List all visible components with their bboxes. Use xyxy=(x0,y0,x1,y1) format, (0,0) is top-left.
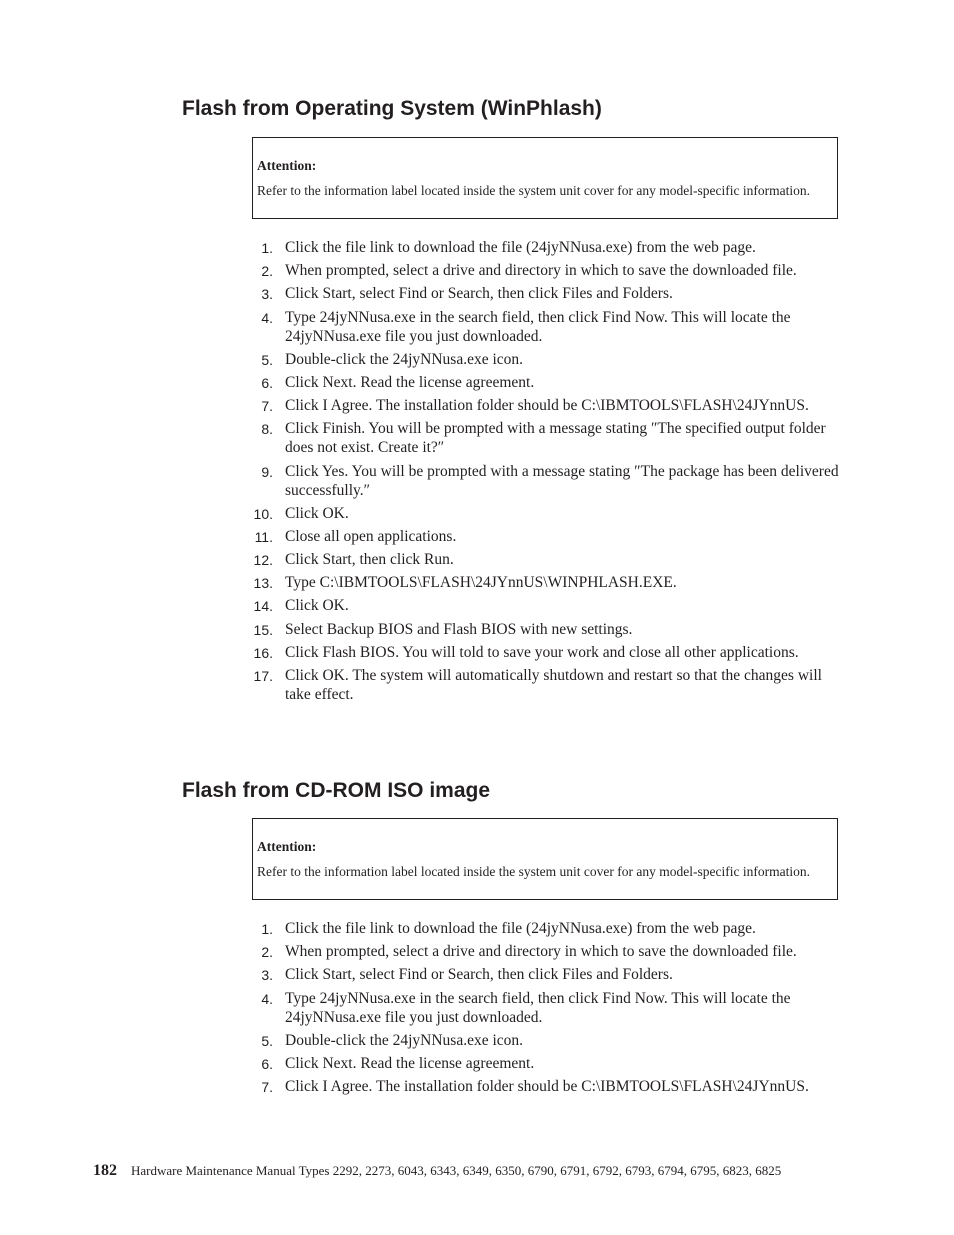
step-text: Click Start, then click Run. xyxy=(285,551,454,569)
step-number: 12. xyxy=(253,552,273,569)
step-number: 3. xyxy=(261,286,273,303)
step-text: Click I Agree. The installation folder should be C:\IBMTOOLS\FLASH\24JYnnUS. xyxy=(285,1078,809,1096)
step-text: Type 24jyNNusa.exe in the search field, then click Find Now. This will locate the 24jyNNusa.exe file you just downloaded. xyxy=(285,308,791,345)
step-number: 7. xyxy=(261,1079,273,1096)
step-number: 16. xyxy=(253,644,273,661)
step-text: Click the file link to download the file (24jyNNusa.exe) from the web page. xyxy=(285,920,756,937)
step-text: When prompted, select a drive and directory in which to save the downloaded file. xyxy=(285,943,797,961)
footer-text: Hardware Maintenance Manual Types 2292, 2273, 6043, 6343, 6349, 6350, 6790, 6791, 6792, 6793, 6794, 6795, 6823, 6825 xyxy=(131,1163,782,1178)
step-text: Click Flash BIOS. You will told to save your work and close all other applications. xyxy=(285,643,799,661)
step-text: Click Next. Read the license agreement. xyxy=(285,1054,535,1072)
step-text: Close all open applications. xyxy=(285,527,457,545)
step-item xyxy=(250,919,840,938)
step-text: Click OK. xyxy=(285,597,349,615)
page-footer xyxy=(93,1161,781,1181)
section-title-winphlash: Flash from Operating System (WinPhlash) xyxy=(182,97,602,120)
step-item xyxy=(250,308,840,346)
attention-box-cdrom xyxy=(252,818,838,900)
step-item xyxy=(250,284,840,303)
step-number: 4. xyxy=(261,309,273,326)
step-item xyxy=(250,989,840,1027)
step-text: Click I Agree. The installation folder should be C:\IBMTOOLS\FLASH\24JYnnUS. xyxy=(285,397,809,415)
step-number: 1. xyxy=(261,240,273,256)
step-item xyxy=(250,527,840,546)
page-number: 182 xyxy=(93,1162,117,1179)
step-item xyxy=(250,419,840,457)
steps-list-cdrom xyxy=(250,919,840,1100)
step-item xyxy=(250,238,840,257)
attention-label: Attention: xyxy=(257,158,317,173)
step-item xyxy=(250,666,840,704)
step-item xyxy=(250,1054,840,1073)
step-text: Click Yes. You will be prompted with a message stating ″The package has been delivered successfully.″ xyxy=(285,462,839,499)
step-text: Click OK. The system will automatically shutdown and restart so that the changes will take effect. xyxy=(285,667,822,703)
step-number: 2. xyxy=(261,944,273,961)
step-text: Click Next. Read the license agreement. xyxy=(285,373,535,391)
step-text: Click Start, select Find or Search, then click Files and Folders. xyxy=(285,285,673,303)
steps-list-winphlash xyxy=(250,238,840,708)
step-item xyxy=(250,350,840,369)
step-number: 8. xyxy=(261,421,273,438)
step-item xyxy=(250,620,840,639)
step-number: 1. xyxy=(261,921,273,937)
step-number: 6. xyxy=(261,1055,273,1072)
step-item xyxy=(250,550,840,569)
step-item xyxy=(250,643,840,662)
step-text: Click OK. xyxy=(285,504,349,522)
step-number: 9. xyxy=(261,463,273,480)
attention-text: Refer to the information label located inside the system unit cover for any model-specific information. xyxy=(257,183,810,198)
step-item xyxy=(250,396,840,415)
step-number: 5. xyxy=(261,1032,273,1049)
step-text: Click Start, select Find or Search, then click Files and Folders. xyxy=(285,966,673,984)
step-item xyxy=(250,261,840,280)
step-item xyxy=(250,573,840,592)
step-text: When prompted, select a drive and directory in which to save the downloaded file. xyxy=(285,262,797,280)
step-text: Select Backup BIOS and Flash BIOS with new settings. xyxy=(285,620,633,638)
step-number: 4. xyxy=(261,990,273,1007)
step-text: Click Finish. You will be prompted with a message stating ″The specified output folder does not exist. Create it?″ xyxy=(285,420,826,457)
step-item xyxy=(250,596,840,615)
step-text: Click the file link to download the file (24jyNNusa.exe) from the web page. xyxy=(285,239,756,256)
step-item xyxy=(250,504,840,523)
step-text: Double-click the 24jyNNusa.exe icon. xyxy=(285,1031,524,1049)
step-number: 5. xyxy=(261,351,273,368)
step-text: Double-click the 24jyNNusa.exe icon. xyxy=(285,350,524,368)
attention-label: Attention: xyxy=(257,839,317,854)
step-number: 6. xyxy=(261,374,273,391)
step-item xyxy=(250,373,840,392)
step-number: 11. xyxy=(254,528,273,545)
step-text: Type C:\IBMTOOLS\FLASH\24JYnnUS\WINPHLASH.EXE. xyxy=(285,574,677,592)
step-number: 10. xyxy=(253,505,273,522)
step-number: 14. xyxy=(253,598,273,615)
step-item xyxy=(250,1077,840,1096)
step-number: 3. xyxy=(261,967,273,984)
step-number: 13. xyxy=(253,575,273,592)
step-item xyxy=(250,462,840,500)
step-number: 17. xyxy=(253,668,273,684)
step-number: 15. xyxy=(253,621,273,638)
step-item xyxy=(250,942,840,961)
section-title-cdrom: Flash from CD-ROM ISO image xyxy=(182,779,491,802)
attention-text: Refer to the information label located inside the system unit cover for any model-specific information. xyxy=(257,864,810,879)
step-number: 2. xyxy=(261,263,273,280)
step-text: Type 24jyNNusa.exe in the search field, then click Find Now. This will locate the 24jyNNusa.exe file you just downloaded. xyxy=(285,989,791,1026)
attention-box-winphlash xyxy=(252,137,838,219)
step-item xyxy=(250,965,840,984)
step-number: 7. xyxy=(261,398,273,415)
step-item xyxy=(250,1031,840,1050)
